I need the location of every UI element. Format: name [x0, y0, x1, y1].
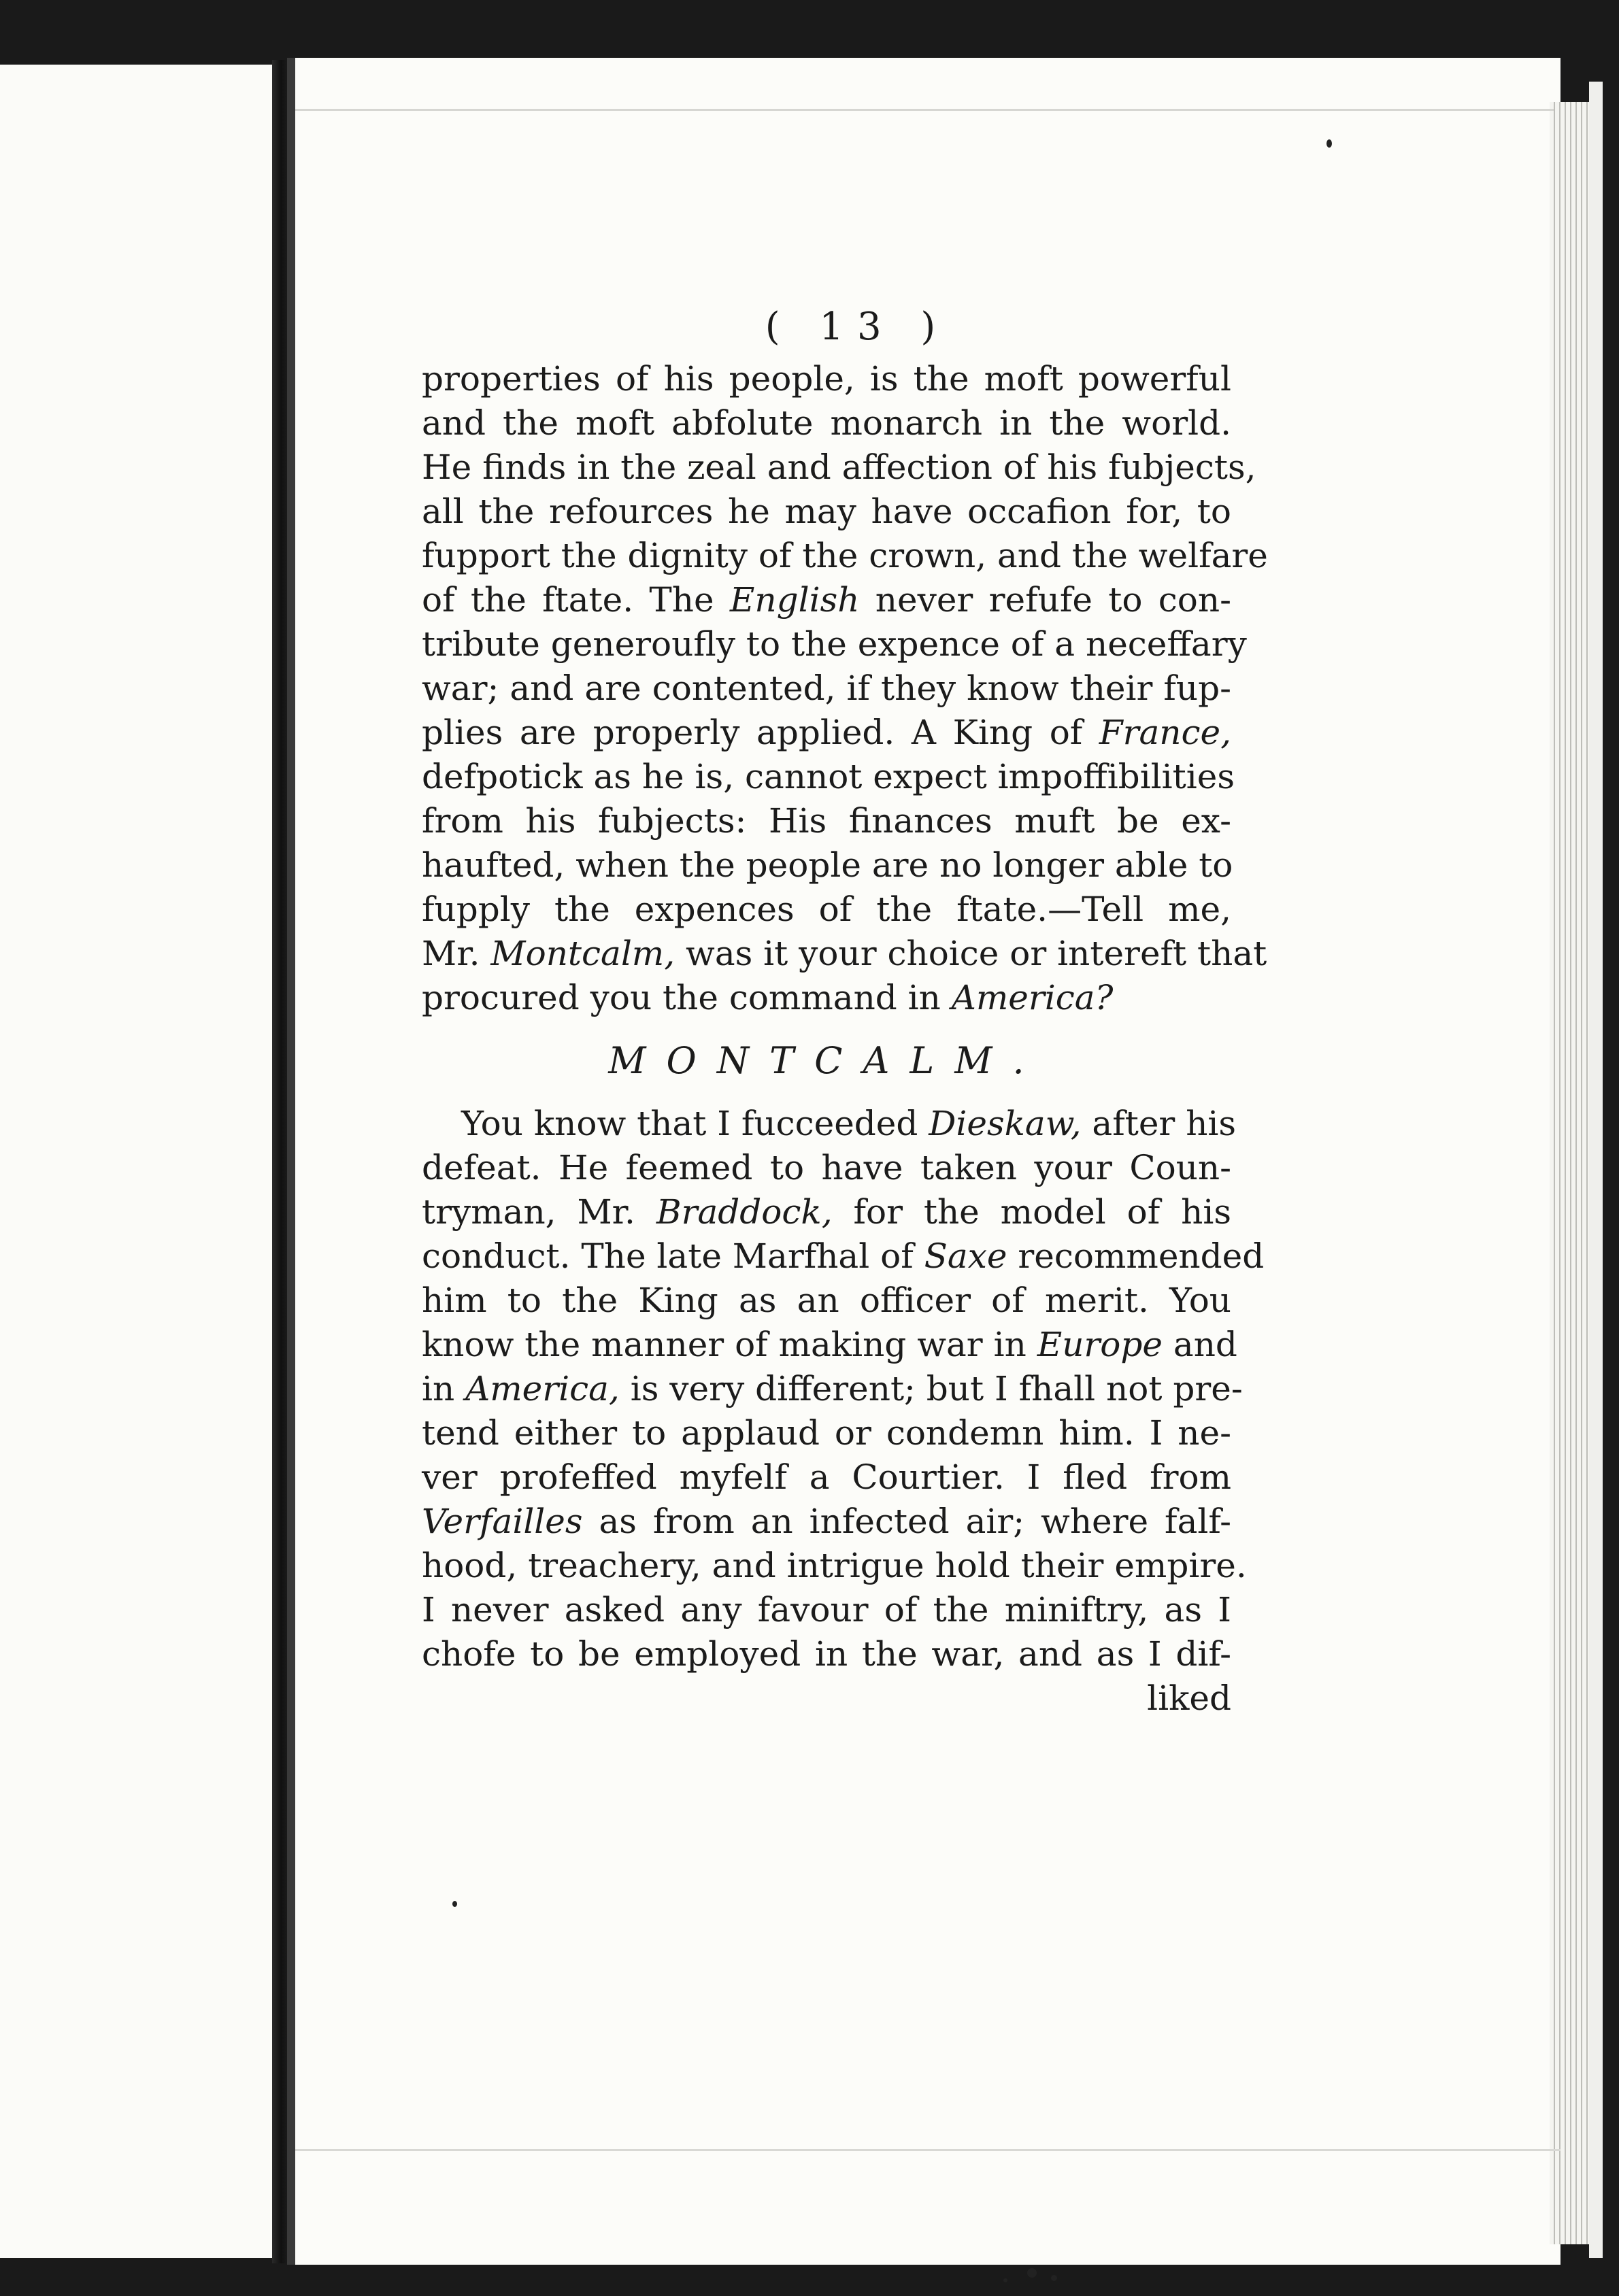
text-line: all the refources he may have occafion for, to	[422, 492, 1231, 531]
text-line	[422, 1500, 1231, 1544]
text-run: You know that I fucceeded	[461, 1104, 918, 1143]
text-run: after his	[1092, 1104, 1237, 1143]
text-line	[422, 1323, 1237, 1367]
text-run: Mr.	[422, 934, 480, 973]
italic-word: Montcalm,	[490, 934, 675, 973]
italic-word: America?	[951, 978, 1114, 1017]
text-line: him to the King as an officer of merit. You	[422, 1281, 1231, 1320]
text-line	[422, 932, 1267, 976]
ink-speck	[1027, 2268, 1037, 2278]
page-top-edge	[295, 109, 1554, 111]
text-line	[422, 1234, 1265, 1279]
text-line: haufted, when the people are no longer able to	[422, 845, 1233, 885]
section-heading: MONTCALM.	[608, 1039, 1045, 1082]
text-line: from his fubjects: His finances muft be ex-	[422, 801, 1231, 841]
text-line: tend either to applaud or condemn him. I ne-	[422, 1413, 1231, 1453]
text-run: in	[422, 1369, 455, 1408]
text-line: defeat. He feemed to have taken your Coun-	[422, 1148, 1231, 1187]
text-line: chofe to be employed in the war, and as I dif-	[422, 1634, 1231, 1674]
text-run: procured you the command in	[422, 978, 941, 1017]
text-line	[422, 711, 1231, 755]
text-line: defpotick as he is, cannot expect impoffibilities	[422, 757, 1235, 796]
text-run: never refufe to con-	[875, 580, 1231, 620]
italic-word: France,	[1099, 713, 1231, 752]
text-line: properties of his people, is the moft powerful	[422, 359, 1231, 399]
italic-word: Braddock,	[656, 1192, 833, 1232]
text-line: and the moft abfolute monarch in the world.	[422, 403, 1231, 443]
text-line: war; and are contented, if they know their fup-	[422, 669, 1231, 708]
text-line	[422, 1190, 1231, 1234]
text-run: plies are properly applied. A King of	[422, 713, 1083, 752]
text-line: fupply the expences of the ftate.—Tell me,	[422, 890, 1231, 929]
text-line: He finds in the zeal and affection of his fubjects,	[422, 448, 1256, 487]
text-line: fupport the dignity of the crown, and the welfare	[422, 536, 1268, 575]
text-line: ver profeffed myfelf a Courtier. I fled from	[422, 1457, 1231, 1497]
text-run: as from an infected air; where falf-	[599, 1502, 1231, 1541]
catchword: liked	[1147, 1678, 1231, 1718]
text-line: hood, treachery, and intrigue hold their empire.	[422, 1546, 1247, 1585]
text-run: conduct. The late Marfhal of	[422, 1236, 914, 1276]
page-number: ( 13 )	[765, 305, 950, 349]
text-line	[422, 1102, 1237, 1146]
italic-word: America,	[465, 1369, 620, 1408]
text-line	[422, 578, 1231, 622]
text-run: recommended	[1018, 1236, 1265, 1276]
italic-word: Dieskaw,	[929, 1104, 1082, 1143]
ink-speck	[452, 1901, 457, 1907]
italic-word: English	[729, 580, 860, 620]
text-line: I never asked any favour of the miniftry, as I	[422, 1590, 1231, 1630]
text-run: of the ftate. The	[422, 580, 714, 620]
italic-word: Europe	[1037, 1325, 1163, 1364]
text-run: and	[1173, 1325, 1237, 1364]
text-line: tribute generoufly to the expence of a neceffary	[422, 624, 1247, 664]
text-line	[422, 1367, 1243, 1411]
page-bottom-edge	[295, 2149, 1560, 2151]
page-edge-stack	[1550, 102, 1589, 2244]
ink-speck	[1003, 2278, 1007, 2282]
text-run: tryman, Mr.	[422, 1192, 635, 1232]
left-page-text	[0, 0, 272, 2296]
text-run: is very different; but I fhall not pre-	[630, 1369, 1243, 1408]
text-run: for the model of his	[853, 1192, 1231, 1232]
ink-speck	[1326, 139, 1332, 148]
italic-word: Verfailles	[422, 1502, 583, 1541]
gutter	[287, 58, 295, 2265]
text-run: know the manner of making war in	[422, 1325, 1027, 1364]
ink-speck	[1051, 2275, 1057, 2281]
text-run: was it your choice or intereft that	[686, 934, 1267, 973]
italic-word: Saxe	[924, 1236, 1007, 1276]
page-edge-outer	[1589, 82, 1603, 2258]
text-line	[422, 976, 1231, 1020]
gutter-shadow	[272, 60, 287, 2263]
body-text	[422, 357, 1268, 1721]
